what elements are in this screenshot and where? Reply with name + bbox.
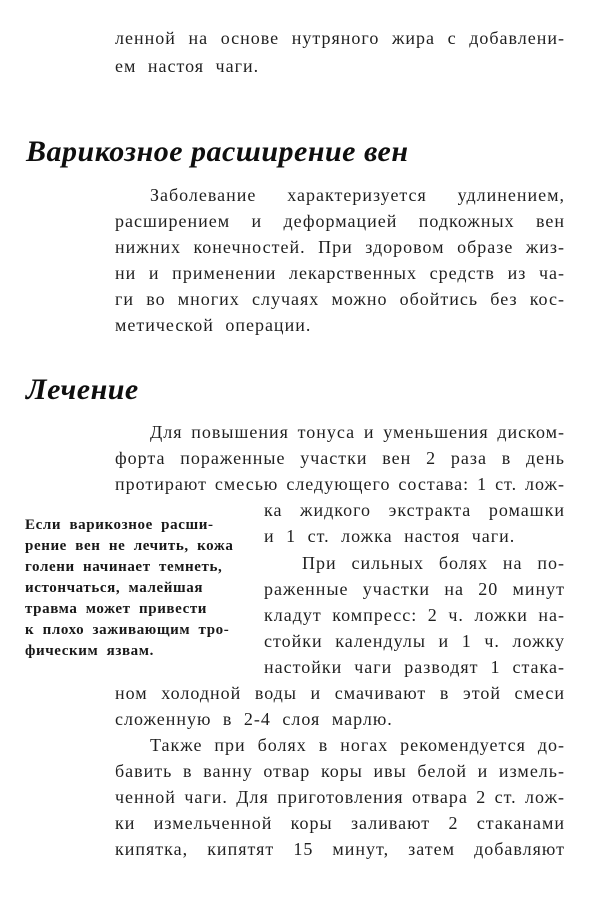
bath-paragraph bbox=[115, 732, 565, 862]
text-line: Заболевание характеризуется удлинением, bbox=[150, 185, 565, 205]
text-line: раженные участки на 20 минут bbox=[264, 579, 565, 599]
text-line: При сильных болях на по- bbox=[302, 553, 565, 573]
text-line: ги во многих случаях можно обойтись без кос- bbox=[115, 289, 565, 309]
text-line: стойки календулы и 1 ч. ложку bbox=[264, 631, 565, 651]
text-line: и 1 ст. ложка настоя чаги. bbox=[264, 526, 516, 546]
text-line: ка жидкого экстракта ромашки bbox=[264, 500, 565, 520]
text-line: метической операции. bbox=[115, 315, 312, 335]
text-line: фическим язвам. bbox=[25, 643, 154, 659]
treatment-paragraph-wide bbox=[115, 419, 565, 497]
text-line: истончаться, малейшая bbox=[25, 580, 204, 596]
text-line: травма может привести bbox=[25, 601, 208, 617]
text-line: ном холодной воды и смачивают в этой смеси bbox=[115, 683, 565, 703]
text-line: кладут компресс: 2 ч. ложки на- bbox=[264, 605, 565, 625]
text-line: ленной на основе нутряного жира с добавлени- bbox=[115, 28, 565, 48]
margin-note bbox=[25, 515, 247, 662]
disease-description-paragraph bbox=[115, 182, 565, 338]
text-line: Также при болях в ногах рекомендуется до- bbox=[150, 735, 565, 755]
text-line: Если варикозное расши- bbox=[25, 517, 214, 533]
text-line: форта пораженные участки вен 2 раза в день bbox=[115, 448, 565, 468]
text-line: кипятка, кипятят 15 минут, затем добавляют bbox=[115, 839, 565, 859]
text-line: сложенную в 2-4 слоя марлю. bbox=[115, 709, 393, 729]
section-heading-varicose-veins: Варикозное расширение вен bbox=[26, 135, 409, 168]
compress-paragraph-wide bbox=[115, 680, 565, 732]
text-line: ки измельченной коры заливают 2 стаканами bbox=[115, 813, 565, 833]
text-line: голени начинает темнеть, bbox=[25, 559, 223, 575]
text-line: рение вен не лечить, кожа bbox=[25, 538, 234, 554]
text-line: Для повышения тонуса и уменьшения диском- bbox=[150, 422, 565, 442]
text-line: бавить в ванну отвар коры ивы белой и измель- bbox=[115, 761, 565, 781]
compress-paragraph-narrow bbox=[264, 550, 565, 680]
text-line: к плохо заживающим тро- bbox=[25, 622, 230, 638]
text-line: ем настоя чаги. bbox=[115, 56, 260, 76]
section-heading-treatment: Лечение bbox=[26, 373, 139, 406]
text-line: расширением и деформацией подкожных вен bbox=[115, 211, 565, 231]
treatment-paragraph-narrow bbox=[264, 497, 565, 549]
text-line: настойки чаги разводят 1 стака- bbox=[264, 657, 565, 677]
text-line: ченной чаги. Для приготовления отвара 2 ст. лож- bbox=[115, 787, 565, 807]
intro-continuation-paragraph bbox=[115, 24, 565, 80]
text-line: ни и применении лекарственных средств из ча- bbox=[115, 263, 565, 283]
text-line: нижних конечностей. При здоровом образе жиз- bbox=[115, 237, 565, 257]
text-line: протирают смесью следующего состава: 1 ст. лож- bbox=[115, 474, 565, 494]
